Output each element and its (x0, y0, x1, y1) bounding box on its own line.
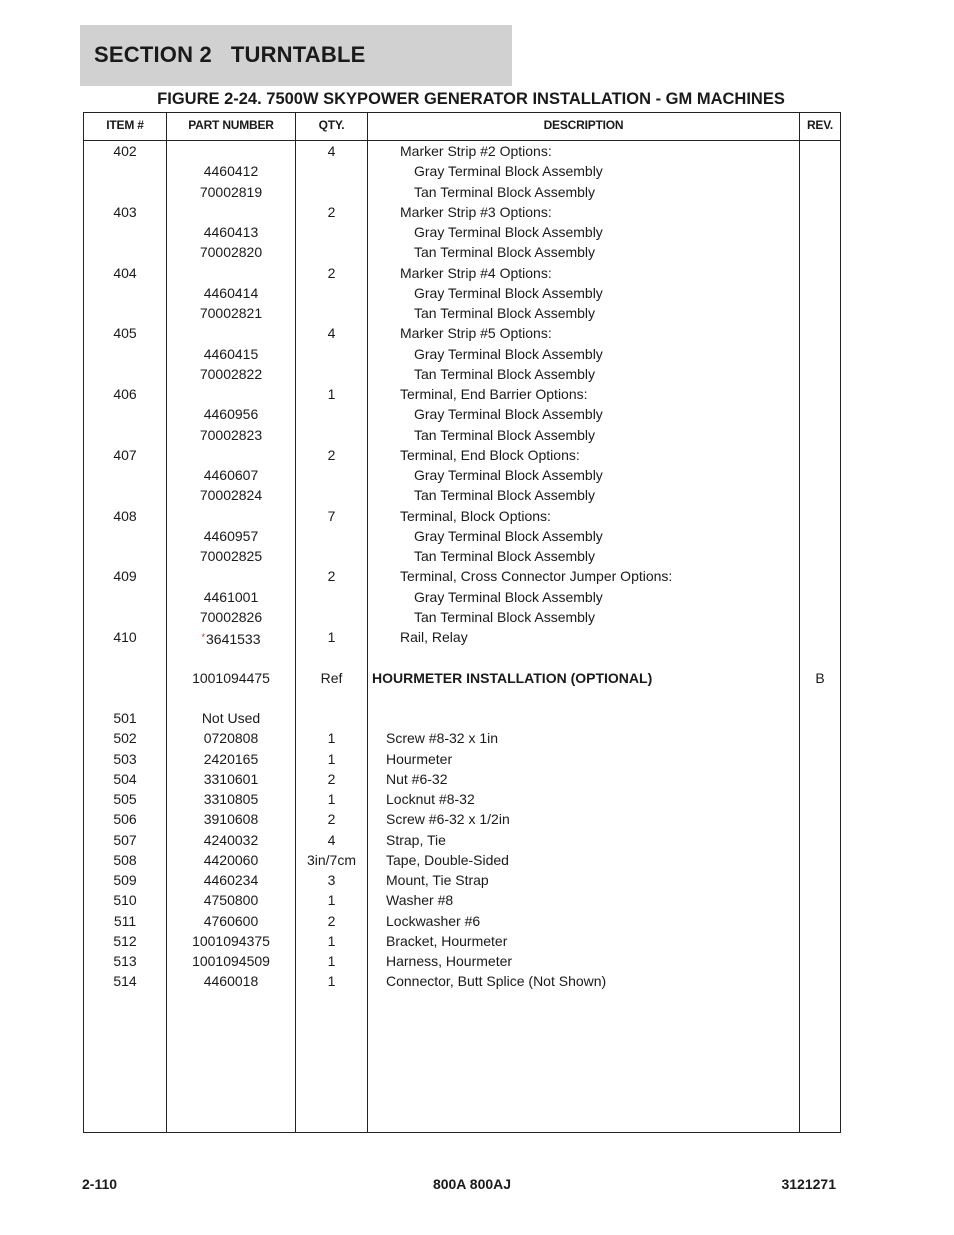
table-row (84, 404, 840, 424)
part-number-text: 3310805 (203, 791, 259, 807)
table-row (84, 951, 840, 971)
part-number (167, 809, 295, 829)
item-number: 408 (113, 507, 137, 524)
part-number (167, 870, 295, 890)
part-number-text: 70002826 (199, 608, 263, 625)
table-row (84, 587, 840, 607)
table-row (84, 141, 840, 161)
part-number (167, 161, 295, 181)
table-row (84, 647, 840, 667)
description: Tan Terminal Block Assembly (414, 365, 596, 382)
part-number (167, 971, 295, 991)
description: Terminal, End Barrier Options: (400, 386, 588, 402)
part-number-text: 4460956 (203, 406, 259, 423)
section-banner (80, 25, 512, 86)
item-number: 511 (113, 912, 137, 929)
description: Tape, Double-Sided (386, 851, 509, 868)
part-number (167, 465, 295, 485)
quantity: 1 (327, 973, 336, 990)
part-number-text: 1001094375 (192, 932, 270, 949)
quantity: 1 (327, 791, 336, 807)
description: Mount, Tie Strap (386, 872, 489, 888)
item-number: 502 (113, 730, 137, 747)
part-number-text: 4460415 (203, 345, 259, 362)
description: Screw #8-32 x 1in (386, 730, 499, 747)
table-row (84, 708, 840, 728)
table-row (84, 809, 840, 829)
description: Harness, Hourmeter (386, 953, 513, 969)
table-row (84, 546, 840, 566)
table-row (84, 526, 840, 546)
document-number: 3121271 (781, 1176, 836, 1192)
part-number (167, 485, 295, 505)
header-part-number: PART NUMBER (188, 118, 274, 132)
part-number (167, 769, 295, 789)
description: Hourmeter (386, 750, 453, 767)
part-number (167, 708, 295, 728)
quantity: 4 (327, 831, 336, 848)
quantity: 3 (327, 872, 336, 888)
revision: B (815, 669, 825, 686)
item-number: 506 (113, 811, 137, 828)
item-number: 505 (113, 791, 137, 807)
quantity: 1 (327, 932, 336, 949)
description: Tan Terminal Block Assembly (414, 548, 596, 564)
quantity: 1 (327, 892, 336, 909)
part-number (167, 668, 295, 688)
table-row (84, 769, 840, 789)
model-number: 800A 800AJ (432, 1176, 512, 1192)
table-row (84, 749, 840, 769)
quantity: Ref (320, 669, 343, 686)
quantity: 3in/7cm (306, 851, 357, 868)
part-number (167, 830, 295, 850)
table-row (84, 870, 840, 890)
description: Rail, Relay (400, 629, 468, 645)
description: Marker Strip #3 Options: (400, 203, 552, 220)
description: Tan Terminal Block Assembly (414, 608, 596, 625)
part-number (167, 607, 295, 627)
part-number-text: 70002824 (199, 487, 263, 504)
table-row (84, 364, 840, 384)
part-number (167, 303, 295, 323)
table-row (84, 627, 840, 647)
part-number-text: 4240032 (203, 831, 259, 848)
description: Bracket, Hourmeter (386, 932, 508, 949)
item-number: 512 (113, 932, 137, 949)
quantity: 2 (327, 811, 336, 828)
part-number-text: 1001094475 (192, 669, 270, 686)
description: Tan Terminal Block Assembly (414, 183, 596, 200)
description: HOURMETER INSTALLATION (OPTIONAL) (372, 669, 653, 686)
quantity: 2 (327, 912, 336, 929)
item-number: 503 (113, 750, 137, 767)
item-number: 504 (113, 770, 137, 787)
item-number: 509 (113, 872, 137, 888)
table-row (84, 789, 840, 809)
table-row (84, 506, 840, 526)
table-row (84, 668, 840, 688)
table-row (84, 283, 840, 303)
part-number-text: 1001094509 (192, 953, 270, 969)
part-number (167, 749, 295, 769)
parts-table (83, 112, 841, 1133)
table-row (84, 931, 840, 951)
description: Gray Terminal Block Assembly (414, 163, 603, 180)
part-number-text: 70002819 (199, 183, 263, 200)
table-row (84, 303, 840, 323)
description: Gray Terminal Block Assembly (414, 224, 603, 240)
part-number-text: 3310601 (203, 770, 259, 787)
part-number (167, 364, 295, 384)
item-number: 405 (113, 325, 137, 342)
part-number-text: 4460018 (203, 973, 259, 990)
description: Screw #6-32 x 1/2in (386, 811, 510, 828)
part-number-text: 4460957 (203, 527, 259, 544)
quantity: 1 (327, 750, 336, 767)
part-number (167, 931, 295, 951)
quantity: 2 (327, 203, 336, 220)
item-number: 404 (113, 264, 137, 281)
part-number-text: 70002822 (199, 365, 263, 382)
part-number (167, 951, 295, 971)
item-number: 402 (113, 143, 137, 159)
part-number (167, 526, 295, 546)
item-number: 409 (113, 568, 137, 585)
part-number (167, 911, 295, 931)
description: Gray Terminal Block Assembly (414, 467, 603, 483)
table-row (84, 202, 840, 222)
part-number-text: 4460234 (203, 872, 259, 888)
part-number-text: Not Used (201, 710, 261, 726)
part-number (167, 404, 295, 424)
quantity: 7 (327, 507, 336, 524)
part-number (167, 728, 295, 748)
description: Tan Terminal Block Assembly (414, 426, 596, 443)
item-number: 510 (113, 892, 137, 909)
header-qty: QTY. (318, 118, 345, 132)
description: Marker Strip #2 Options: (400, 143, 552, 159)
description: Terminal, Block Options: (400, 507, 551, 524)
description: Gray Terminal Block Assembly (414, 284, 603, 301)
part-number-text: 4461001 (203, 588, 259, 605)
description: Terminal, End Block Options: (400, 446, 580, 463)
description: Tan Terminal Block Assembly (414, 244, 596, 261)
description: Gray Terminal Block Assembly (414, 527, 603, 544)
description: Nut #6-32 (386, 770, 448, 787)
item-number: 513 (113, 953, 137, 969)
description: Tan Terminal Block Assembly (414, 487, 596, 504)
part-number (167, 242, 295, 262)
description: Lockwasher #6 (386, 912, 481, 929)
part-number-text: 0720808 (203, 730, 259, 747)
header-item: ITEM # (106, 118, 144, 132)
part-number-text: 70002820 (199, 244, 263, 261)
description: Connector, Butt Splice (Not Shown) (386, 973, 607, 990)
description: Washer #8 (386, 892, 454, 909)
table-row (84, 485, 840, 505)
table-row (84, 344, 840, 364)
part-number-text: 4760600 (203, 912, 259, 929)
description: Strap, Tie (386, 831, 446, 848)
description: Terminal, Cross Connector Jumper Options: (400, 568, 673, 585)
part-number-text: 4460607 (203, 467, 259, 483)
header-rev: REV. (806, 118, 834, 132)
revision-mark: * (201, 632, 205, 642)
item-number: 410 (113, 629, 137, 645)
table-row (84, 850, 840, 870)
table-row (84, 242, 840, 262)
table-row (84, 222, 840, 242)
table-row (84, 263, 840, 283)
description: Marker Strip #4 Options: (400, 264, 552, 281)
part-number (167, 425, 295, 445)
table-row (84, 445, 840, 465)
quantity: 1 (327, 953, 336, 969)
part-number-text: 4460414 (203, 284, 259, 301)
part-number-text: 70002821 (199, 305, 263, 321)
part-number-text: 3641533 (206, 631, 261, 647)
page-number: 2-110 (82, 1176, 118, 1192)
table-row (84, 607, 840, 627)
table-header (84, 113, 840, 141)
item-number: 507 (113, 831, 137, 848)
section-title: SECTION 2 TURNTABLE (94, 42, 366, 67)
item-number: 501 (113, 710, 137, 726)
part-number (167, 789, 295, 809)
header-description: DESCRIPTION (543, 118, 624, 132)
part-number-text: 4460413 (203, 224, 259, 240)
table-row (84, 890, 840, 910)
item-number: 508 (113, 851, 137, 868)
part-number-text: 2420165 (203, 750, 259, 767)
part-number (167, 182, 295, 202)
part-number-text: 3910608 (203, 811, 259, 828)
quantity: 1 (327, 629, 336, 645)
description: Gray Terminal Block Assembly (414, 345, 603, 362)
part-number (167, 890, 295, 910)
part-number-text: 4420060 (203, 851, 259, 868)
part-number (167, 850, 295, 870)
quantity: 4 (327, 325, 336, 342)
part-number (167, 222, 295, 242)
part-number-text: 70002825 (199, 548, 263, 564)
item-number: 407 (113, 446, 137, 463)
part-number-text: 70002823 (199, 426, 263, 443)
item-number: 514 (113, 973, 137, 990)
description: Tan Terminal Block Assembly (414, 305, 596, 321)
table-row (84, 465, 840, 485)
description: Gray Terminal Block Assembly (414, 406, 603, 423)
table-row (84, 971, 840, 991)
description: Locknut #8-32 (386, 791, 475, 807)
table-row (84, 182, 840, 202)
part-number (167, 587, 295, 607)
item-number: 406 (113, 386, 137, 402)
description: Gray Terminal Block Assembly (414, 588, 603, 605)
quantity: 2 (327, 568, 336, 585)
part-number-text: 4750800 (203, 892, 259, 909)
table-row (84, 323, 840, 343)
table-row (84, 728, 840, 748)
quantity: 4 (327, 143, 336, 159)
description: Marker Strip #5 Options: (400, 325, 552, 342)
item-number: 403 (113, 203, 137, 220)
quantity: 2 (327, 264, 336, 281)
figure-title: FIGURE 2-24. 7500W SKYPOWER GENERATOR INSTALLATION - GM MACHINES (157, 90, 785, 108)
table-row (84, 688, 840, 708)
part-number-text: 4460412 (203, 163, 259, 180)
part-number (167, 546, 295, 566)
table-row (84, 384, 840, 404)
quantity: 1 (327, 386, 336, 402)
table-row (84, 830, 840, 850)
table-row (84, 425, 840, 445)
quantity: 1 (327, 730, 336, 747)
table-row (84, 911, 840, 931)
part-number (167, 627, 295, 649)
quantity: 2 (327, 446, 336, 463)
table-row (84, 566, 840, 586)
quantity: 2 (327, 770, 336, 787)
part-number (167, 344, 295, 364)
part-number (167, 283, 295, 303)
table-row (84, 161, 840, 181)
